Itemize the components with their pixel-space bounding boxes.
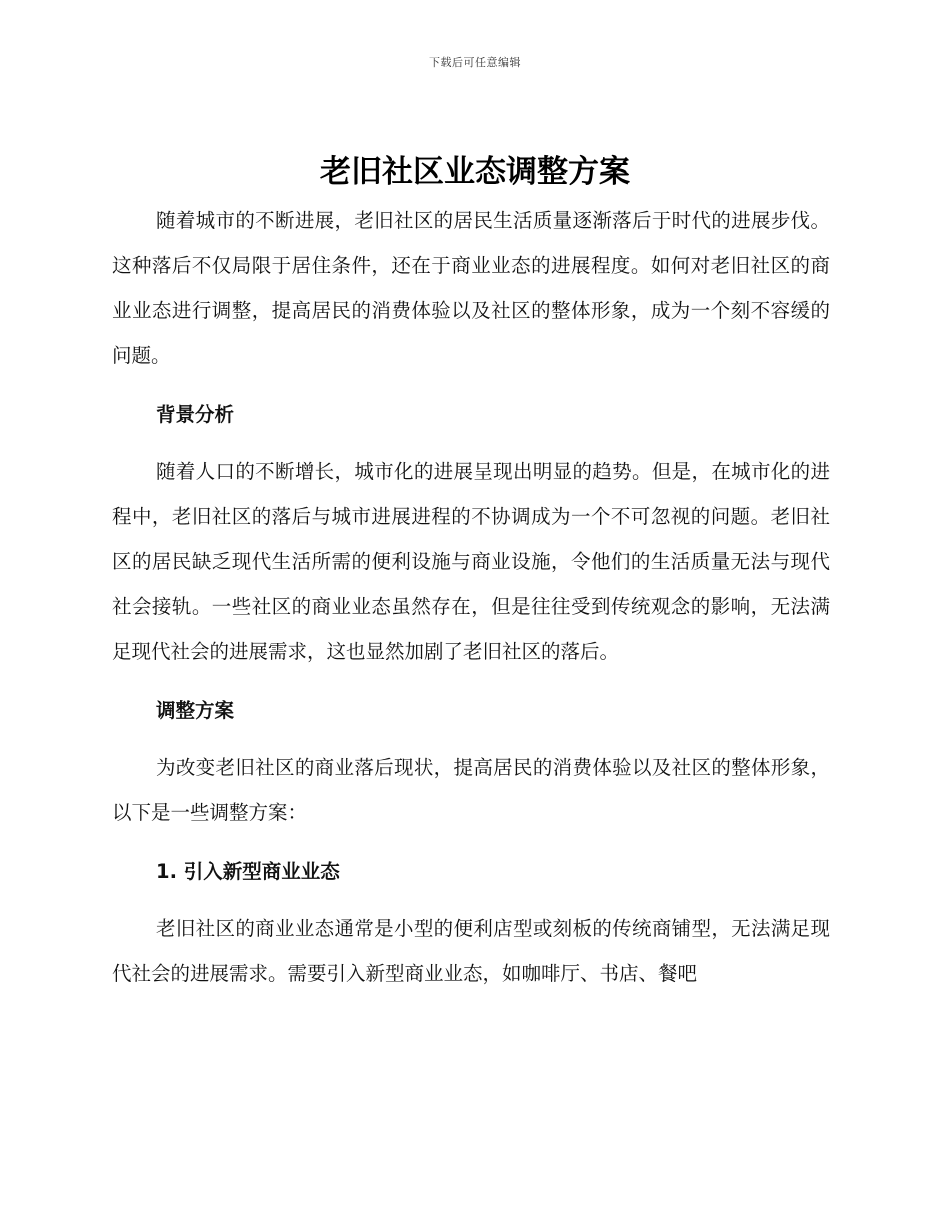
document-title: 老旧社区业态调整方案	[320, 154, 630, 190]
page-header: 下载后可任意编辑	[429, 56, 521, 69]
section-heading-background: 背景分析	[156, 403, 235, 426]
intro-paragraph: 随着城市的不断进展，老旧社区的居民生活质量逐渐落后于时代的进展步伐。这种落后不仅局限于居住条件，还在于商业业态的进展程度。如何对老旧社区的商业业态进行调整，提高居民的消费体验以及社区的整体形象，成为一个刻不容缓的问题。	[112, 209, 830, 367]
section-body-background: 随着人口的不断增长，城市化的进展呈现出明显的趋势。但是，在城市化的进程中，老旧社区的落后与城市进展进程的不协调成为一个不可忽视的问题。老旧社区的居民缺乏现代生活所需的便利设施与商业设施，令他们的生活质量无法与现代社会接轨。一些社区的商业业态虽然存在，但是往往受到传统观念的影响，无法满足现代社会的进展需求，这也显然加剧了老旧社区的落后。	[112, 460, 830, 663]
section-body-plan: 为改变老旧社区的商业落后现状，提高居民的消费体验以及社区的整体形象，以下是一些调整方案：	[112, 756, 830, 824]
section-heading-new-business: 1. 引入新型商业业态	[156, 860, 340, 883]
section-body-new-business: 老旧社区的商业业态通常是小型的便利店型或刻板的传统商铺型，无法满足现代社会的进展需求。需要引入新型商业业态，如咖啡厅、书店、餐吧	[112, 917, 830, 985]
document-body	[112, 198, 830, 996]
section-heading-plan: 调整方案	[156, 699, 235, 722]
